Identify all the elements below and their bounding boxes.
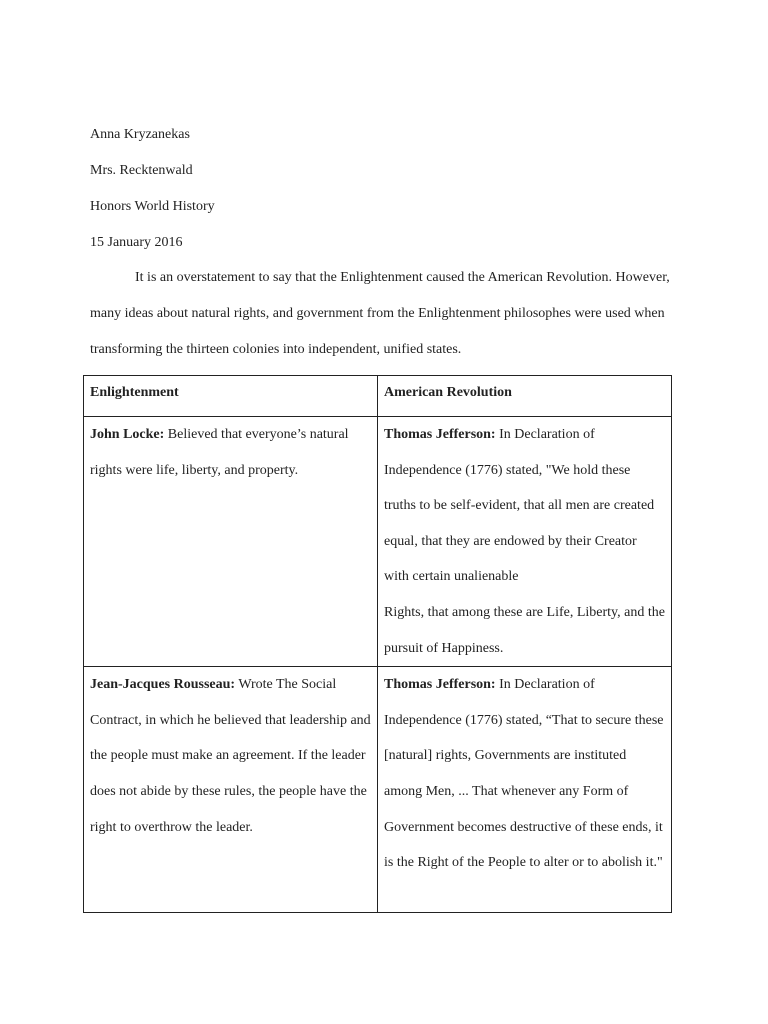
teacher-name: Mrs. Recktenwald <box>90 163 193 178</box>
table-cell-locke <box>84 417 378 667</box>
thinker-name: Thomas Jefferson: <box>384 427 496 442</box>
table-row <box>84 667 672 913</box>
cell-text-continued: Rights, that among these are Life, Liberty, and the pursuit of Happiness. <box>384 604 665 656</box>
intro-paragraph: It is an overstatement to say that the Enlightenment caused the American Revolution. However, many ideas about natural rights, and government from the Enlightenment philosophes were used when transforming the thirteen colonies into independent, unified states. <box>90 270 670 357</box>
thinker-name: John Locke: <box>90 427 165 442</box>
column-header-american-revolution: American Revolution <box>378 376 672 417</box>
comparison-table <box>83 375 672 913</box>
cell-text: In Declaration of Independence (1776) stated, “That to secure these [natural] rights, Governments are instituted among Men, ... That whenever any Form of Government becomes destructive of these ends, it is the Right of the People to alter or to abolish it." <box>384 677 664 871</box>
cell-text: Wrote The Social Contract, in which he believed that leadership and the people must make an agreement. If the leader does not abide by these rules, the people have the right to overthrow the leader. <box>90 677 371 835</box>
table-cell-jefferson-1 <box>378 417 672 667</box>
cell-text: In Declaration of Independence (1776) stated, "We hold these truths to be self-evident, that all men are created equal, that they are endowed by their Creator with certain unalienable <box>384 427 655 585</box>
student-name: Anna Kryzanekas <box>90 127 190 142</box>
table-row <box>84 417 672 667</box>
table-header-row <box>84 376 672 417</box>
table-cell-jefferson-2 <box>378 667 672 913</box>
column-header-enlightenment: Enlightenment <box>84 376 378 417</box>
thinker-name: Jean-Jacques Rousseau: <box>90 677 236 693</box>
course-name: Honors World History <box>90 199 215 214</box>
cell-text: Believed that everyone’s natural rights were life, liberty, and property. <box>90 427 349 478</box>
thinker-name: Thomas Jefferson: <box>384 677 496 693</box>
document-date: 15 January 2016 <box>90 235 183 250</box>
table-cell-rousseau <box>84 667 378 913</box>
